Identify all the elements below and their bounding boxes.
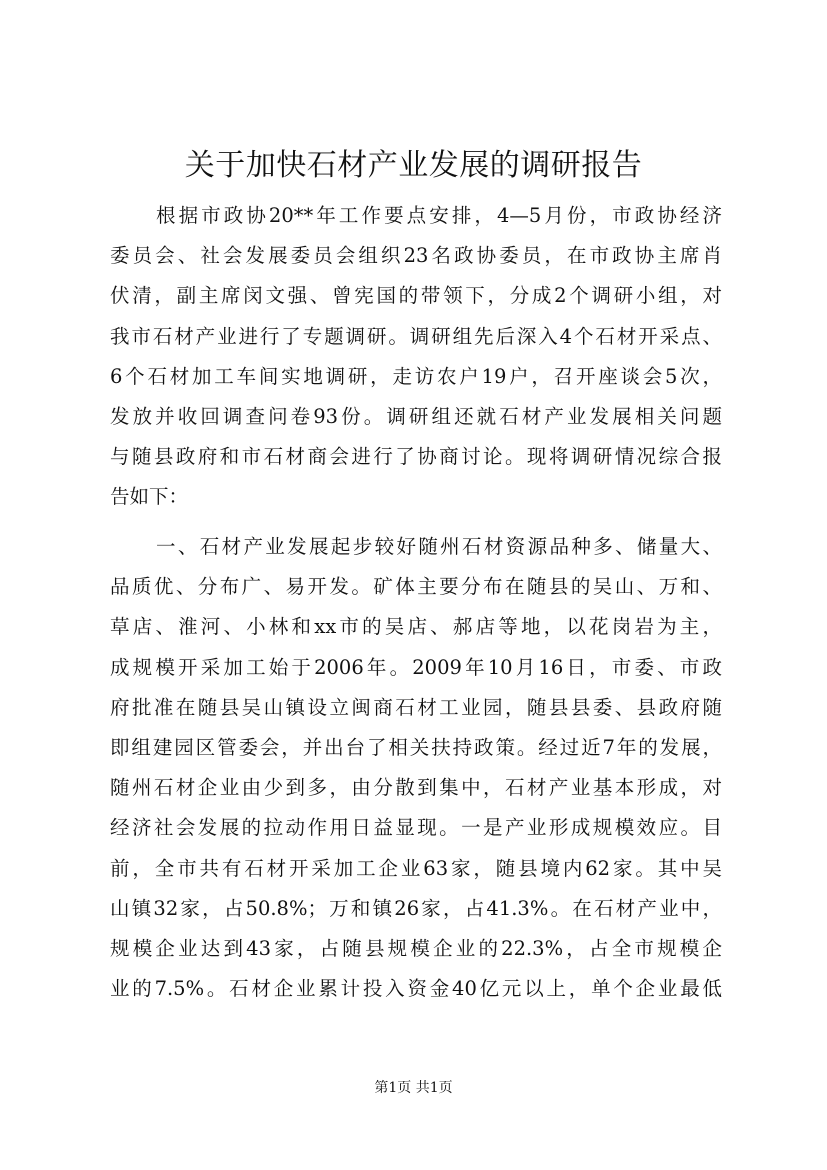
paragraph-line: 告如下： (110, 485, 189, 509)
paragraph-intro (110, 196, 722, 518)
paragraph-line: 即组建园区管委会，并出台了相关扶持政策。经过近7年的发展， (110, 735, 722, 759)
paragraph-line: 6个石材加工车间实地调研，走访农户19户，召开座谈会5次， (110, 364, 722, 388)
paragraph-line: 规模企业达到43家，占随县规模企业的22.3%，占全市规模企 (110, 936, 722, 960)
paragraph-line: 经济社会发展的拉动作用日益显现。一是产业形成规模效应。目 (110, 816, 722, 840)
paragraph-line: 山镇32家，占50.8%；万和镇26家，占41.3%。在石材产业中， (110, 896, 722, 920)
paragraph-line: 府批准在随县吴山镇设立闽商石材工业园，随县县委、县政府随 (110, 695, 722, 719)
paragraph-line: 伏清，副主席闵文强、曾宪国的带领下，分成2个调研小组，对 (110, 284, 722, 308)
paragraph-line: 业的7.5%。石材企业累计投入资金40亿元以上，单个企业最低 (110, 977, 722, 1001)
paragraph-line: 随州石材企业由少到多，由分散到集中，石材产业基本形成，对 (110, 776, 722, 800)
paragraph-line: 品质优、分布广、易开发。矿体主要分布在随县的吴山、万和、 (110, 575, 722, 599)
paragraph-line: 一、石材产业发展起步较好随州石材资源品种多、储量大、 (156, 535, 722, 558)
paragraph-line: 我市石材产业进行了专题调研。调研组先后深入4个石材开采点、 (110, 324, 722, 348)
paragraph-line: 前，全市共有石材开采加工企业63家，随县境内62家。其中吴 (110, 856, 722, 880)
paragraph-line: 委员会、社会发展委员会组织23名政协委员，在市政协主席肖 (110, 244, 722, 268)
paragraph-line: 根据市政协20**年工作要点安排，4—5月份，市政协经济 (156, 204, 722, 227)
paragraph-line: 与随县政府和市石材商会进行了协商讨论。现将调研情况综合报 (110, 445, 722, 469)
paragraph-line: 草店、淮河、小林和xx市的吴店、郝店等地，以花岗岩为主， (110, 615, 722, 639)
paragraph-section-one (110, 527, 722, 1009)
document-title: 关于加快石材产业发展的调研报告 (184, 148, 643, 183)
paragraph-line: 成规模开采加工始于2006年。2009年10月16日，市委、市政 (110, 655, 722, 679)
paragraph-line: 发放并收回调查问卷93份。调研组还就石材产业发展相关问题 (110, 404, 722, 428)
page-footer: 第1页 共1页 (374, 1080, 453, 1096)
